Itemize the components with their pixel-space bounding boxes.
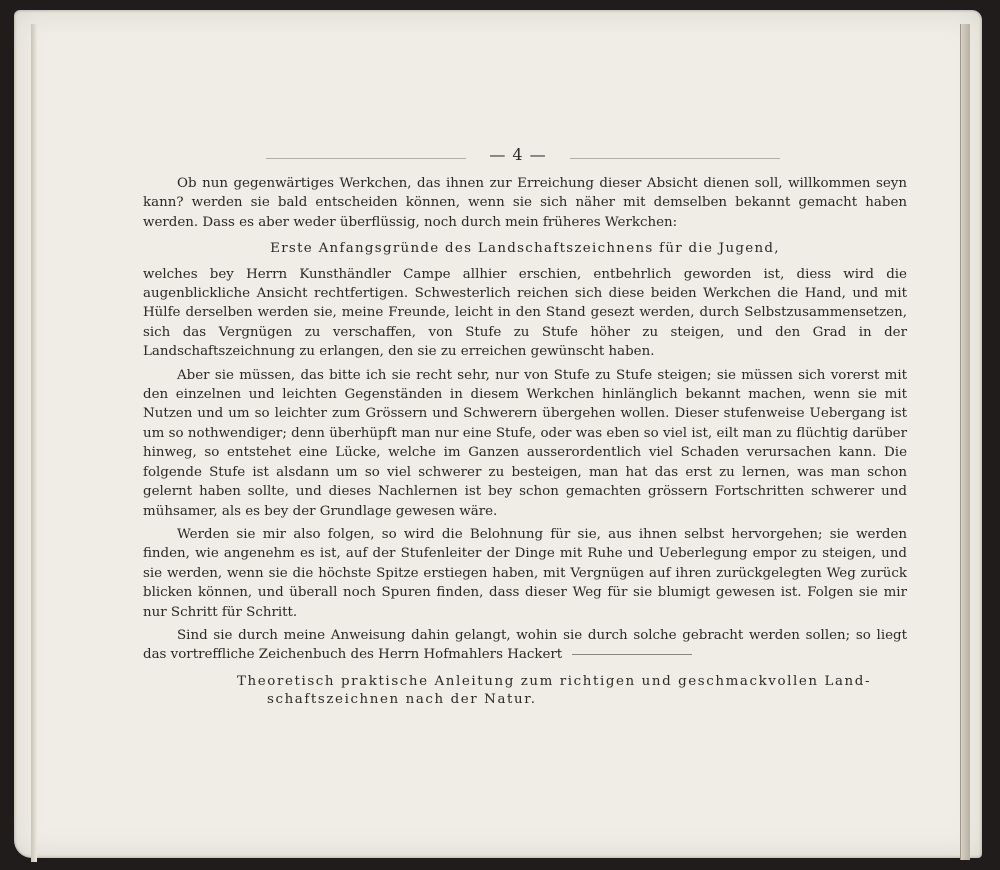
- paragraph-continuation: welches bey Herrn Kunsthändler Campe allhier erschien, entbehrlich geworden ist, diess wird die augenblickliche Ansicht rechtfertigen. Schwesterlich reichen sich diese beiden Werkchen die Hand, und mit Hülfe derselben werden sie, meine Freunde, leicht in den Stand gesezt werden, durch Selbstzusammensetzen, sich das Vergnügen zu verschaffen, von Stufe zu Stufe höher zu steigen, und den Grad in der Landschaftszeichnung zu erlangen, den sie zu erreichen gewünscht haben.: [143, 266, 907, 360]
- body-text: [143, 174, 907, 710]
- book-title-line-1: Theoretisch praktische Anleitung zum richtigen und geschmackvollen Land-: [237, 673, 872, 689]
- book-title-erste-anfangsgruende: Erste Anfangsgründe des Landschaftszeichnens für die Jugend,: [270, 241, 780, 257]
- page-fore-edge: [960, 24, 970, 860]
- book-title-theoretisch-praktische: [237, 673, 907, 710]
- paragraph-stufe: Aber sie müssen, das bitte ich sie recht sehr, nur von Stufe zu Stufe steigen; sie müssen sich vorerst mit den einzelnen und leichten Gegenständen in diesem Werkchen hinlänglich bekannt machen, wenn sie mit Nutzen und um so leichter zum Grössern und Schwerern übergehen wollen. Dieser stufenweise Uebergang ist um so nothwendiger; denn überhüpft man nur eine Stufe, oder was eben so viel ist, eilt man zu flüchtig darüber hinweg, so entstehet eine Lücke, welche im Ganzen ausserordentlich viel Schaden verursachen kann. Die folgende Stufe ist alsdann um so viel schwerer zu besteigen, man hat das erst zu lernen, was man schon gelernt haben sollte, und dieses Nachlernen ist bey schon gemachten grössern Fortschritten schwerer und mühsamer, als es bey der Grundlage gewesen wäre.: [143, 367, 907, 519]
- page-number: — 4 —: [489, 145, 547, 164]
- header-rule-right: [570, 158, 780, 159]
- trailing-rule: [572, 654, 692, 655]
- page-binding-edge: [31, 24, 37, 862]
- page-header: [160, 145, 850, 169]
- book-title-line-2: schaftszeichnen nach der Natur.: [267, 692, 537, 708]
- paragraph-intro: Ob nun gegenwärtiges Werkchen, das ihnen zur Erreichung dieser Absicht dienen soll, willkommen seyn kann? werden sie bald entscheiden können, wenn sie sich näher mit demselben bekannt gemacht haben werden. Dass es aber weder überflüssig, noch durch mein früheres Werkchen:: [143, 176, 907, 230]
- paragraph-hackert-text: Sind sie durch meine Anweisung dahin gelangt, wohin sie durch solche gebracht werden sollen; so liegt das vortreffliche Zeichenbuch des Herrn Hofmahlers Hackert: [143, 627, 907, 663]
- paragraph-hackert: [143, 626, 907, 665]
- paragraph-folgen: Werden sie mir also folgen, so wird die Belohnung für sie, aus ihnen selbst hervorgehen; sie werden finden, wie angenehm es ist, auf der Stufenleiter der Dinge mit Ruhe und Ueberlegung empor zu steigen, und sie werden, wenn sie die höchste Spitze erstiegen haben, mit Vergnügen auf ihren zurückgelegten Weg zurück blicken können, und überall noch Spuren finden, dass dieser Weg für sie blumigt gewesen ist. Folgen sie mir nur Schritt für Schritt.: [143, 526, 907, 620]
- header-rule-left: [266, 158, 466, 159]
